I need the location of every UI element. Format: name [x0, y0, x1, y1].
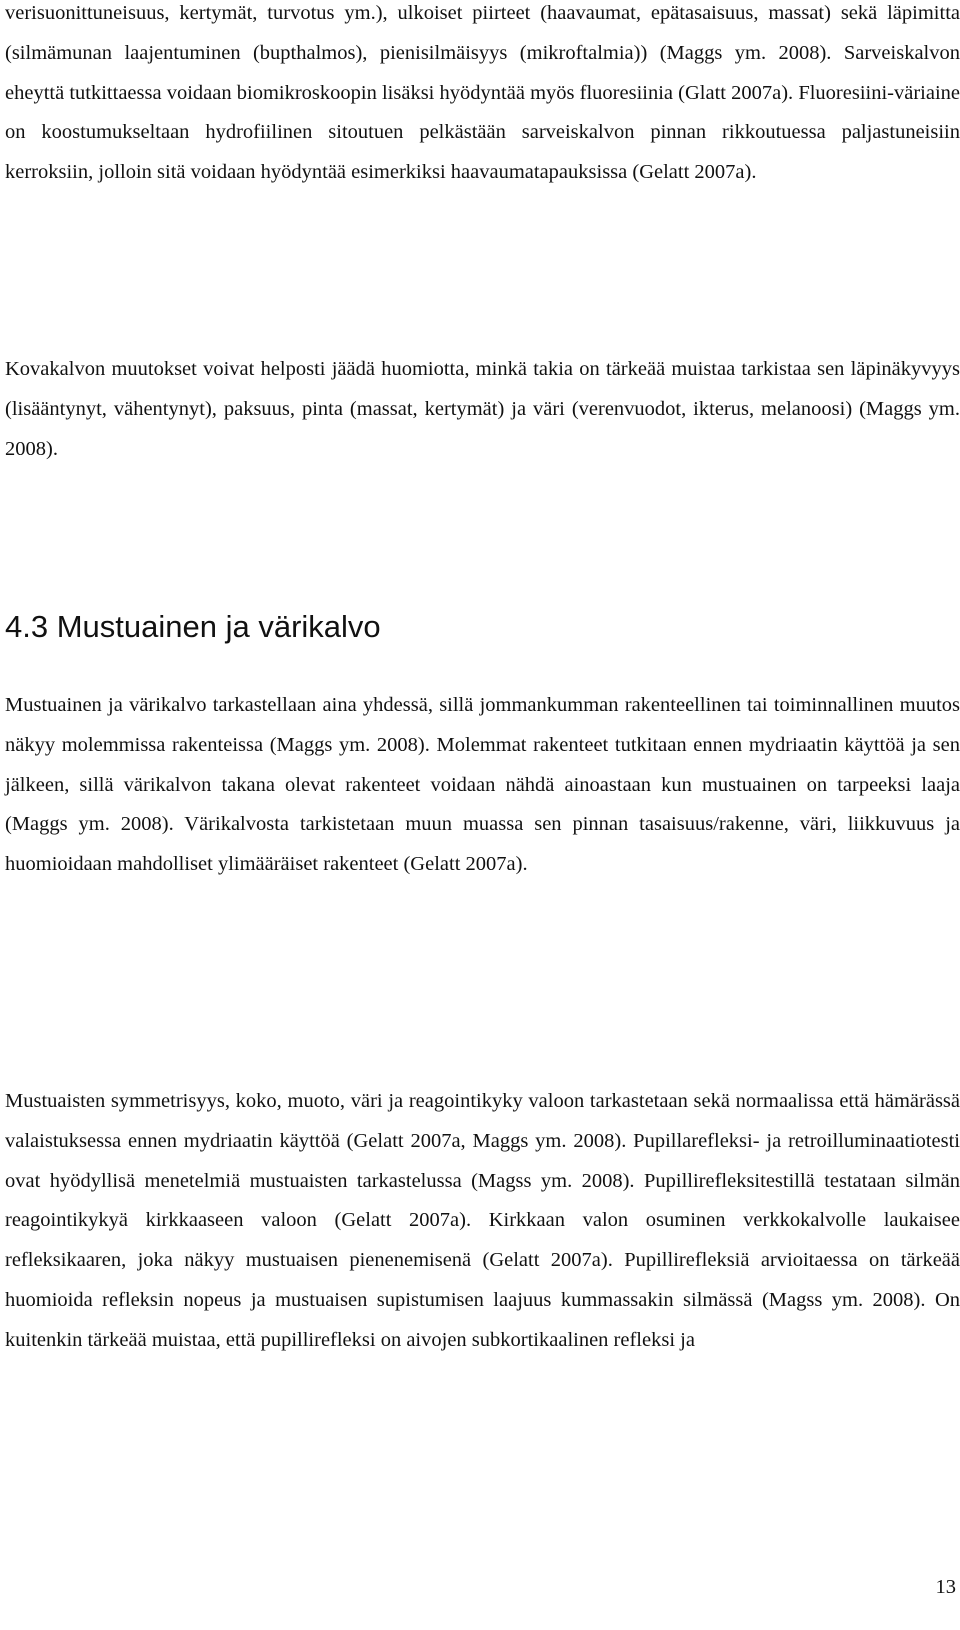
document-page	[5, 0, 960, 1630]
section-heading: 4.3 Mustuainen ja värikalvo	[5, 609, 381, 644]
paragraph-pupil-reflex: Mustuaisten symmetrisyys, koko, muoto, väri ja reagointikyky valoon tarkastetaan sekä normaalissa että hämärässä valaistuksessa ennen mydriaatin käyttöä (Gelatt 2007a, Maggs ym. 2008). Pupillarefleksi- ja retroilluminaatiotesti ovat hyödyllisä menetelmiä mustuaisten tarkastelussa (Magss ym. 2008). Pupillirefleksitestillä testataan silmän reagointikykyä kirkkaaseen valoon (Gelatt 2007a). Kirkkaan valon osuminen verkkokalvolle laukaisee refleksikaaren, joka näkyy mustuaisen pienenemisenä (Gelatt 2007a). Pupillirefleksiä arvioitaessa on tärkeää huomioida refleksin nopeus ja mustuaisen supistumisen laajuus kummassakin silmässä (Magss ym. 2008). On kuitenkin tärkeää muistaa, että pupillirefleksi on aivojen subkortikaalinen refleksi ja	[5, 1090, 960, 1351]
paragraph-cornea: verisuonittuneisuus, kertymät, turvotus ym.), ulkoiset piirteet (haavaumat, epätasaisuus, massat) sekä läpimitta (silmämunan laajentuminen (bupthalmos), pienisilmäisyys (mikroftalmia)) (Maggs ym. 2008). Sarveiskalvon eheyttä tutkittaessa voidaan biomikroskoopin lisäksi hyödyntää myös fluoresiinia (Glatt 2007a). Fluoresiini-väriaine on koostumukseltaan hydrofiilinen sitoutuen pelkästään sarveiskalvon pinnan rikkoutuessa paljastuneisiin kerroksiin, jolloin sitä voidaan hyödyntää esimerkiksi haavaumatapauksissa (Gelatt 2007a).	[5, 2, 960, 184]
page-number: 13	[935, 1576, 956, 1598]
paragraph-pupil-iris: Mustuainen ja värikalvo tarkastellaan aina yhdessä, sillä jommankumman rakenteellinen tai toiminnallinen muutos näkyy molemmissa rakenteissa (Maggs ym. 2008). Molemmat rakenteet tutkitaan ennen mydriaatin käyttöä ja sen jälkeen, sillä värikalvon takana olevat rakenteet voidaan nähdä ainoastaan kun mustuainen on tarpeeksi laaja (Maggs ym. 2008). Värikalvosta tarkistetaan muun muassa sen pinnan tasaisuus/rakenne, väri, liikkuvuus ja huomioidaan mahdolliset ylimääräiset rakenteet (Gelatt 2007a).	[5, 694, 960, 876]
paragraph-sclera: Kovakalvon muutokset voivat helposti jäädä huomiotta, minkä takia on tärkeää muistaa tarkistaa sen läpinäkyvyys (lisääntynyt, vähentynyt), paksuus, pinta (massat, kertymät) ja väri (verenvuodot, ikterus, melanoosi) (Maggs ym. 2008).	[5, 358, 960, 460]
